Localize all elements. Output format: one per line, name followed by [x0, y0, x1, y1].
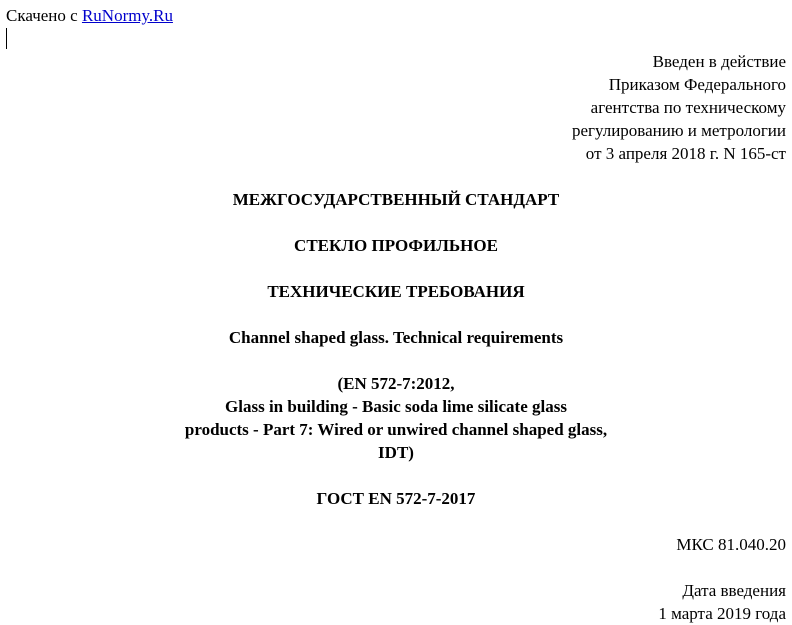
- source-link[interactable]: RuNormy.Ru: [81, 6, 173, 25]
- effective-date: 1 марта 2019 года: [658, 604, 786, 623]
- introduced-line: от 3 апреля 2018 г. N 165-ст: [585, 144, 786, 163]
- mks-code: МКС 81.040.20: [676, 535, 786, 554]
- effective-label: Дата введения: [682, 581, 786, 600]
- standard-type: МЕЖГОСУДАРСТВЕННЫЙ СТАНДАРТ: [232, 190, 560, 209]
- introduced-line: Приказом Федерального: [608, 75, 786, 94]
- en-reference-line: products - Part 7: Wired or unwired channel shaped glass,: [184, 420, 608, 439]
- introduced-line: агентства по техническому: [590, 98, 786, 117]
- text-cursor: [6, 28, 7, 49]
- standard-subtitle: ТЕХНИЧЕСКИЕ ТРЕБОВАНИЯ: [267, 282, 525, 301]
- introduced-block: [572, 50, 786, 165]
- en-reference-line: (EN 572-7:2012,: [337, 374, 455, 393]
- english-title: Channel shaped glass. Technical requirements: [228, 328, 564, 347]
- introduced-line: регулированию и метрологии: [571, 121, 786, 140]
- standard-designation: ГОСТ EN 572-7-2017: [316, 489, 476, 508]
- en-reference-line: IDT): [378, 443, 414, 462]
- en-reference: [0, 372, 792, 464]
- effective-block: [658, 579, 786, 625]
- source-line: [6, 4, 173, 27]
- standard-title: СТЕКЛО ПРОФИЛЬНОЕ: [294, 236, 498, 255]
- introduced-line: Введен в действие: [652, 52, 786, 71]
- source-prefix: Скачено с: [6, 6, 78, 25]
- en-reference-line: Glass in building - Basic soda lime silicate glass: [225, 397, 567, 416]
